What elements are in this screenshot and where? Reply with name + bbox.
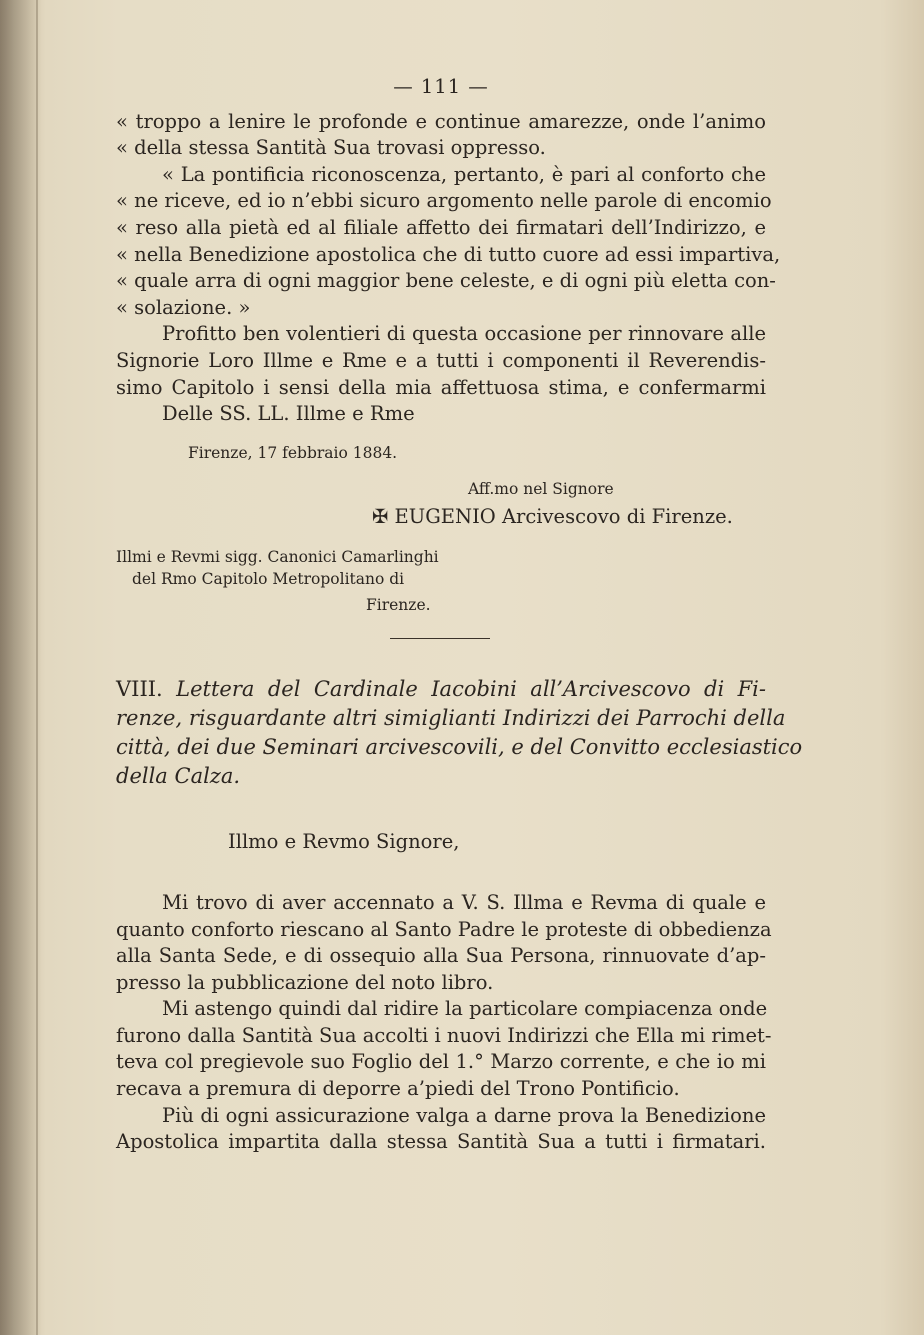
addressees [116, 546, 766, 616]
letter-line: Apostolica impartita dalla stessa Santità Sua a tutti i firmatari. [116, 1130, 766, 1154]
addressee-line: Firenze. [366, 596, 431, 615]
heading-line: Lettera del Cardinale Iacobini all’Arcivescovo di Fi- [176, 677, 766, 702]
letter-line: Più di ogni assicurazione valga a darne prova la Benedizione [162, 1103, 766, 1127]
paragraph-line: Delle SS. LL. Illme e Rme [162, 402, 415, 426]
letter-line: recava a premura di deporre a’piedi del Trono Pontificio. [116, 1077, 680, 1101]
letter-line: alla Santa Sede, e di ossequio alla Sua Persona, rinnuovate d’ap- [116, 944, 766, 968]
letter-line: teva col pregievole suo Foglio del 1.° Marzo corrente, e che io mi [116, 1050, 766, 1074]
heading-line: città, dei due Seminari arcivescovili, e del Convitto ecclesiastico [116, 735, 803, 760]
addressee-line: del Rmo Capitolo Metropolitano di [132, 570, 405, 589]
quote-block [116, 109, 781, 322]
quote-line: « quale arra di ogni maggior bene celeste, e di ogni più eletta con- [116, 269, 776, 293]
paragraph-line: Signorie Loro Illme e Rme e a tutti i componenti il Reverendis- [116, 348, 766, 372]
quote-line: « solazione. » [116, 295, 251, 319]
section-heading [116, 675, 803, 791]
quote-line: « La pontificia riconoscenza, pertanto, è pari al conforto che [162, 162, 766, 186]
letter-line: furono dalla Santità Sua accolti i nuovi Indirizzi che Ella mi rimet- [116, 1023, 772, 1047]
date-line: Firenze, 17 febbraio 1884. [188, 443, 398, 462]
paragraph-line: Profitto ben volentieri di questa occasione per rinnovare alle [162, 322, 766, 346]
section-number: VIII. [116, 677, 163, 702]
heading-line: della Calza. [116, 764, 241, 789]
quote-line: « reso alla pietà ed al filiale affetto dei firmatari dell’Indirizzo, e [116, 215, 766, 239]
closing-paragraph [116, 321, 766, 427]
quote-line: « ne riceve, ed io n’ebbi sicuro argomento nelle parole di encomio [116, 189, 772, 213]
addressee-line: Illmi e Revmi sigg. Canonici Camarlinghi [116, 548, 439, 567]
letter-line: Mi astengo quindi dal ridire la particolare compiacenza onde [162, 997, 768, 1021]
letter-line: Mi trovo di aver accennato a V. S. Illma e Revma di quale e [162, 890, 766, 914]
letter-line: quanto conforto riescano al Santo Padre le proteste di obbedienza [116, 917, 772, 941]
heading-line: renze, risguardante altri simiglianti Indirizzi dei Parrochi della [116, 706, 786, 731]
signature: ✠ EUGENIO Arcivescovo di Firenze. [372, 504, 733, 528]
salutation: Illmo e Revmo Signore, [228, 830, 460, 854]
quote-line: « della stessa Santità Sua trovasi oppresso. [116, 136, 546, 160]
page-edge [36, 0, 38, 1335]
letter-body [116, 890, 772, 1156]
section-divider [390, 638, 490, 639]
valediction: Aff.mo nel Signore [468, 479, 614, 498]
letter-line: presso la pubblicazione del noto libro. [116, 970, 494, 994]
page-text [116, 74, 803, 1156]
quote-line: « troppo a lenire le profonde e continue amarezze, onde l’animo [116, 109, 766, 133]
page-number: — 111 — [393, 75, 489, 98]
quote-line: « nella Benedizione apostolica che di tutto cuore ad essi impartiva, [116, 242, 781, 266]
paragraph-line: simo Capitolo i sensi della mia affettuosa stima, e confermarmi [116, 375, 766, 399]
